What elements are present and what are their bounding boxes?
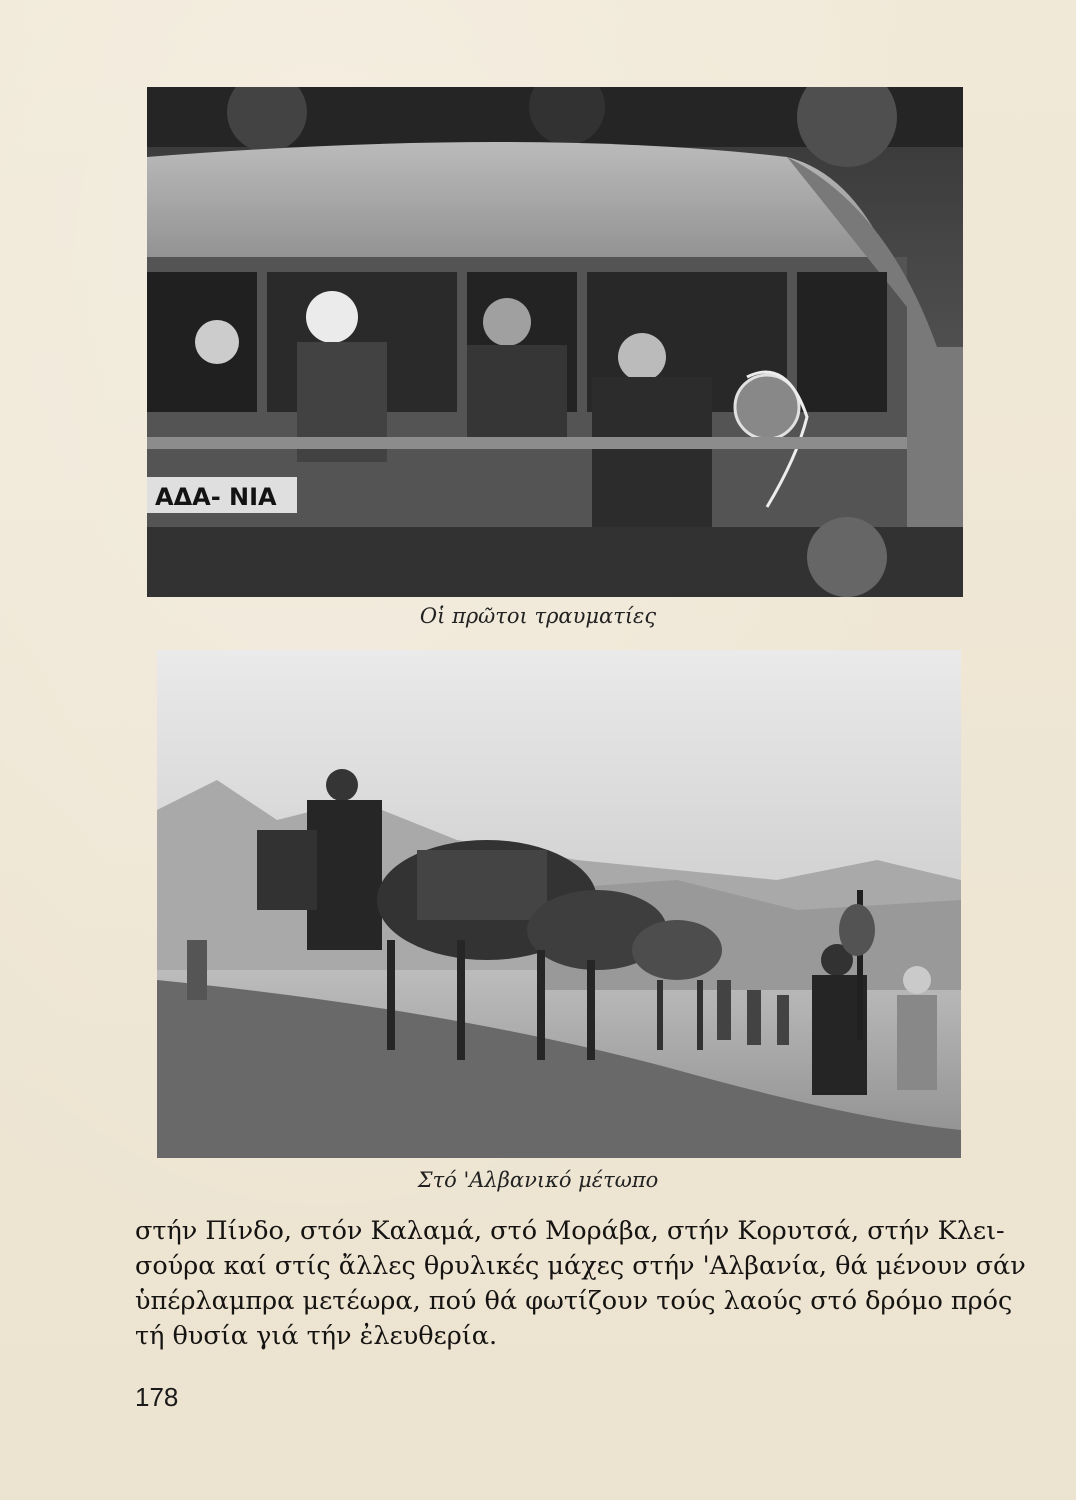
body-line: σούρα καί στίς ἄλλες θρυλικές μάχες στήν 'Αλβανία, θά μένουν σάν [135, 1251, 1026, 1281]
body-line: ὑπέρλαμπρα μετέωρα, πού θά φωτίζουν τούς λαούς στό δρόμο πρός [135, 1286, 1013, 1316]
photo-caption-wounded: Οἱ πρῶτοι τραυματίες [419, 604, 657, 628]
body-line: τή θυσία γιά τήν ἐλευθερία. [135, 1321, 498, 1351]
page-number: 178 [135, 1382, 179, 1412]
albanian-front-photo [157, 650, 961, 1158]
body-line: στήν Πίνδο, στόν Καλαμά, στό Μοράβα, στήν Κορυτσά, στήν Κλει- [135, 1216, 1005, 1246]
body-paragraph [135, 1214, 1026, 1354]
bus-sign-text: ΑΔΑ- ΝΙΑ [155, 483, 277, 511]
wounded-soldiers-bus-photo [147, 87, 963, 597]
photo-caption-albanian-front: Στό 'Αλβανικό μέτωπο [417, 1168, 659, 1192]
